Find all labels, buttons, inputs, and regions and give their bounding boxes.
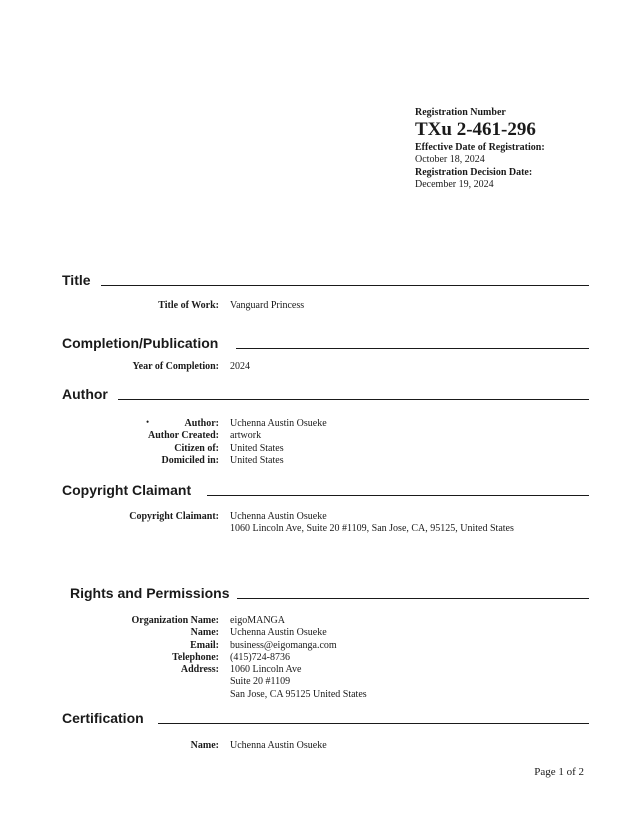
author-row: [0, 418, 327, 430]
author-section-header: [62, 384, 589, 402]
author-rule: [118, 399, 589, 400]
claimant-rule: [207, 495, 589, 496]
author-value: Uchenna Austin Osueke: [230, 418, 327, 429]
decision-date-label: Registration Decision Date:: [415, 167, 533, 178]
telephone-value: (415)724-8736: [230, 651, 290, 663]
registration-block: [415, 106, 625, 191]
citizen-label: Citizen of:: [174, 442, 219, 454]
author-created-row: [0, 430, 327, 442]
certification-name-row: [0, 740, 327, 752]
address-row-3: [0, 689, 367, 701]
domiciled-row: [0, 455, 327, 467]
author-fields: [0, 418, 327, 467]
completion-header: Completion/Publication: [62, 335, 219, 351]
claimant-address-row: [0, 523, 514, 535]
author-bullet: •: [146, 417, 150, 427]
completion-rule: [236, 348, 589, 349]
effective-date: October 18, 2024: [415, 154, 485, 165]
rights-rule: [237, 598, 589, 599]
rights-name-row: [0, 627, 367, 639]
email-row: [0, 640, 367, 652]
certification-section-header: [62, 708, 589, 726]
telephone-row: [0, 652, 367, 664]
title-header: Title: [62, 272, 91, 288]
address-label: Address:: [180, 664, 219, 676]
rights-section-header: [70, 583, 589, 601]
claimant-address: 1060 Lincoln Ave, Suite 20 #1109, San Jose, CA, 95125, United States: [230, 523, 514, 535]
certification-name-value: Uchenna Austin Osueke: [230, 740, 327, 751]
org-row: [0, 615, 367, 627]
author-created-value: artwork: [230, 430, 262, 442]
domiciled-value: United States: [230, 454, 284, 466]
title-of-work-value: Vanguard Princess: [230, 300, 305, 311]
year-of-completion-value: 2024: [230, 361, 250, 372]
address-line-2: Suite 20 #1109: [230, 676, 291, 688]
year-of-completion-label: Year of Completion:: [132, 361, 219, 372]
year-of-completion-row: [0, 361, 250, 373]
rights-name-label: Name:: [190, 627, 219, 639]
rights-fields: [0, 615, 367, 701]
author-created-label: Author Created:: [147, 430, 219, 442]
rights-header: Rights and Permissions: [70, 585, 230, 601]
claimant-row: [0, 511, 514, 523]
address-row: [0, 664, 367, 676]
address-line-3: San Jose, CA 95125 United States: [230, 688, 367, 700]
page-number: Page 1 of 2: [534, 766, 584, 778]
claimant-section-header: [62, 480, 589, 498]
claimant-fields: [0, 511, 514, 536]
title-section-header: [62, 270, 589, 288]
citizen-row: [0, 443, 327, 455]
address-line-1: 1060 Lincoln Ave: [230, 664, 302, 676]
author-label: Author:: [184, 418, 219, 429]
email-value: business@eigomanga.com: [230, 639, 337, 651]
decision-date: December 19, 2024: [415, 179, 494, 190]
org-label: Organization Name:: [131, 615, 219, 626]
claimant-label: Copyright Claimant:: [129, 511, 219, 522]
certification-rule: [158, 723, 589, 724]
title-rule: [101, 285, 589, 286]
title-of-work-label: Title of Work:: [158, 300, 219, 311]
org-value: eigoMANGA: [230, 615, 285, 626]
registration-number-label: Registration Number: [415, 107, 506, 118]
telephone-label: Telephone:: [172, 651, 219, 663]
domiciled-label: Domiciled in:: [161, 454, 219, 466]
citizen-value: United States: [230, 442, 284, 454]
author-header: Author: [62, 386, 108, 402]
certification-name-label: Name:: [190, 740, 219, 751]
completion-section-header: [62, 333, 589, 351]
certification-header: Certification: [62, 710, 144, 726]
registration-number: TXu 2-461-296: [415, 119, 536, 140]
claimant-header: Copyright Claimant: [62, 482, 192, 498]
rights-name-value: Uchenna Austin Osueke: [230, 627, 327, 639]
effective-date-label: Effective Date of Registration:: [415, 142, 545, 153]
address-row-2: [0, 676, 367, 688]
email-label: Email:: [190, 639, 219, 651]
title-of-work-row: [0, 300, 304, 312]
claimant-name: Uchenna Austin Osueke: [230, 511, 327, 522]
